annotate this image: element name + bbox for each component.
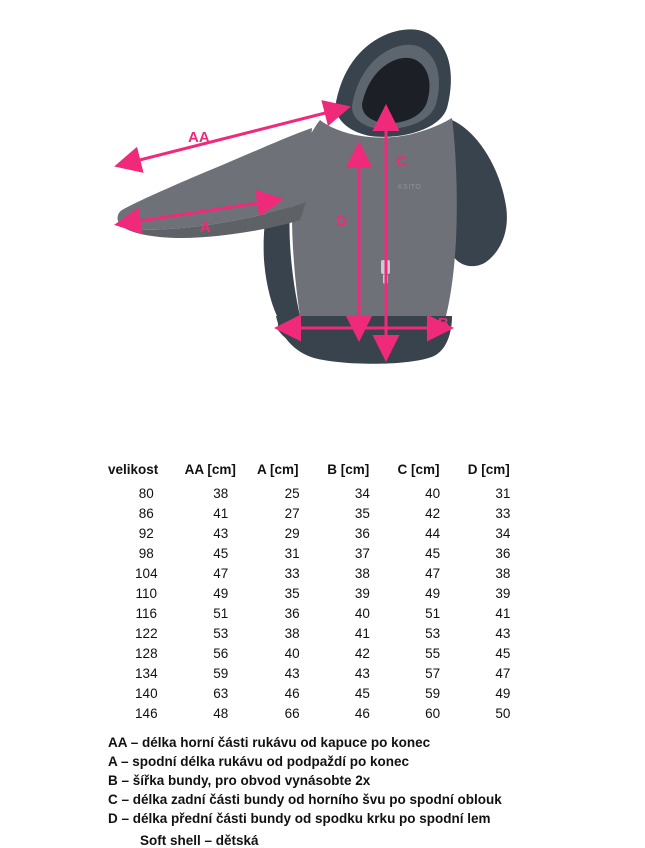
table-cell: 43 — [213, 525, 229, 541]
legend-block — [108, 733, 628, 828]
table-cell: 38 — [213, 485, 229, 501]
header-velikost: velikost — [108, 462, 159, 477]
table-cell: 110 — [135, 585, 158, 601]
table-cell: 53 — [425, 625, 441, 641]
table-cell: 92 — [138, 525, 154, 541]
legend-line: C – délka zadní části bundy od horního švu po spodní oblouk — [108, 792, 502, 807]
table-row — [108, 603, 538, 623]
table-row — [108, 583, 538, 603]
table-cell: 31 — [284, 545, 300, 561]
table-cell: 43 — [354, 665, 370, 681]
table-row — [108, 563, 538, 583]
legend-line: D – délka přední části bundy od spodku krku po spodní lem — [108, 811, 491, 826]
table-cell: 80 — [138, 485, 154, 501]
table-cell: 49 — [425, 585, 441, 601]
size-table — [108, 462, 538, 723]
table-row — [108, 523, 538, 543]
table-cell: 43 — [284, 665, 300, 681]
table-cell: 56 — [213, 645, 229, 661]
table-cell: 29 — [284, 525, 300, 541]
table-cell: 34 — [354, 485, 370, 501]
table-cell: 44 — [425, 525, 441, 541]
table-row — [108, 663, 538, 683]
table-cell: 49 — [213, 585, 229, 601]
table-cell: 59 — [425, 685, 441, 701]
table-cell: 63 — [213, 685, 229, 701]
table-cell: 60 — [425, 705, 441, 721]
measure-label-a: A — [200, 219, 211, 236]
table-cell: 46 — [284, 685, 300, 701]
table-cell: 36 — [495, 545, 511, 561]
table-cell: 45 — [425, 545, 441, 561]
table-cell: 47 — [425, 565, 441, 581]
table-cell: 25 — [284, 485, 300, 501]
table-cell: 41 — [495, 605, 511, 621]
brand-text: KSITO — [398, 184, 422, 191]
table-cell: 35 — [284, 585, 300, 601]
table-cell: 38 — [495, 565, 511, 581]
legend-line: B – šířka bundy, pro obvod vynásobte 2x — [108, 773, 371, 788]
table-cell: 122 — [135, 625, 158, 641]
table-cell: 40 — [425, 485, 441, 501]
legend-line: AA – délka horní části rukávu od kapuce po konec — [108, 735, 431, 750]
table-cell: 140 — [135, 685, 158, 701]
table-cell: 49 — [495, 685, 511, 701]
table-cell: 38 — [284, 625, 300, 641]
table-cell: 39 — [495, 585, 511, 601]
table-cell: 53 — [213, 625, 229, 641]
table-row — [108, 503, 538, 523]
table-cell: 36 — [354, 525, 370, 541]
table-cell: 40 — [354, 605, 370, 621]
table-cell: 86 — [138, 505, 154, 521]
table-row — [108, 623, 538, 643]
table-cell: 42 — [354, 645, 370, 661]
table-cell: 35 — [354, 505, 370, 521]
table-row — [108, 543, 538, 563]
table-cell: 45 — [495, 645, 511, 661]
table-cell: 55 — [425, 645, 441, 661]
header-c: C [cm] — [397, 462, 440, 477]
table-cell: 36 — [284, 605, 300, 621]
table-row — [108, 683, 538, 703]
table-cell: 41 — [354, 625, 370, 641]
table-cell: 59 — [213, 665, 229, 681]
table-cell: 48 — [213, 705, 229, 721]
header-d: D [cm] — [467, 462, 510, 477]
table-cell: 51 — [425, 605, 441, 621]
table-cell: 39 — [354, 585, 370, 601]
table-cell: 104 — [135, 565, 158, 581]
measure-label-d: D — [336, 213, 347, 230]
table-cell: 41 — [213, 505, 229, 521]
table-row — [108, 643, 538, 663]
header-b: B [cm] — [327, 462, 370, 477]
table-cell: 46 — [354, 705, 370, 721]
table-cell: 42 — [425, 505, 441, 521]
footer-note: Soft shell – dětská — [140, 833, 259, 848]
table-row — [108, 483, 538, 503]
table-cell: 98 — [138, 545, 154, 561]
table-cell: 27 — [284, 505, 300, 521]
table-cell: 47 — [213, 565, 229, 581]
header-aa: AA [cm] — [184, 462, 236, 477]
table-cell: 116 — [135, 605, 158, 621]
table-cell: 38 — [354, 565, 370, 581]
header-a: A [cm] — [257, 462, 299, 477]
table-cell: 31 — [495, 485, 511, 501]
table-cell: 33 — [495, 505, 511, 521]
table-cell: 33 — [284, 565, 300, 581]
table-cell: 45 — [354, 685, 370, 701]
table-cell: 34 — [495, 525, 511, 541]
table-cell: 128 — [135, 645, 158, 661]
measure-label-c: C — [396, 153, 407, 170]
table-cell: 66 — [284, 705, 300, 721]
table-cell: 51 — [213, 605, 229, 621]
legend-line: A – spodní délka rukávu od podpaždí po konec — [108, 754, 410, 769]
table-cell: 45 — [213, 545, 229, 561]
table-cell: 40 — [284, 645, 300, 661]
table-cell: 134 — [135, 665, 158, 681]
table-cell: 43 — [495, 625, 511, 641]
jacket-graphic — [118, 29, 507, 363]
table-cell: 146 — [135, 705, 158, 721]
table-row — [108, 703, 538, 723]
table-cell: 57 — [425, 665, 441, 681]
measure-label-b: B — [438, 315, 449, 332]
table-cell: 47 — [495, 665, 511, 681]
table-cell: 50 — [495, 705, 511, 721]
measure-label-aa: AA — [188, 129, 210, 146]
table-header-row — [108, 462, 538, 483]
table-cell: 37 — [354, 545, 370, 561]
